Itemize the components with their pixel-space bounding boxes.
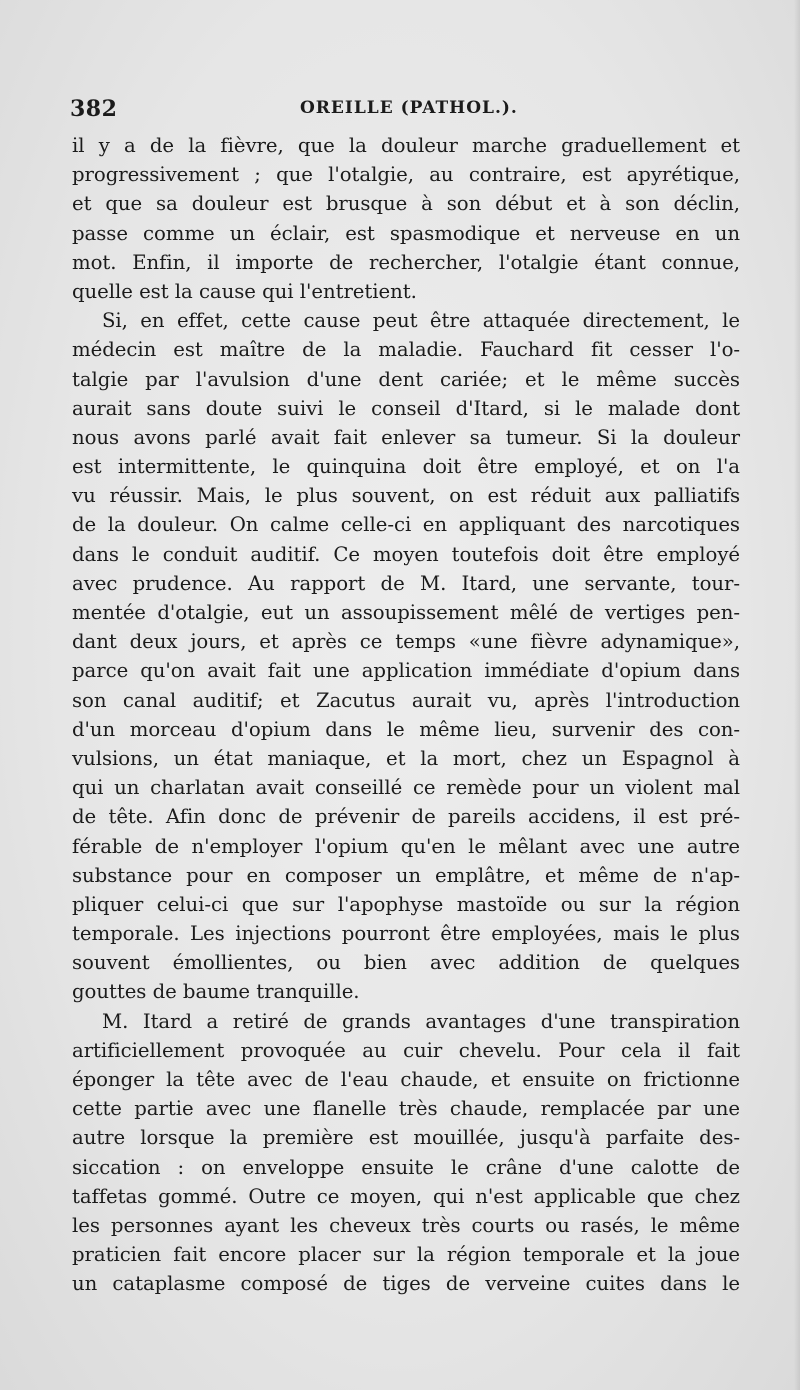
text-line: substance pour en composer un emplâtre, et même de n'ap-	[72, 863, 740, 887]
text-line: avec prudence. Au rapport de M. Itard, une servante, tour-	[72, 571, 740, 595]
text-line: talgie par l'avulsion d'une dent cariée; et le même succès	[72, 367, 740, 391]
text-line: Si, en effet, cette cause peut être attaquée directement, le	[102, 309, 740, 333]
text-line: vu réussir. Mais, le plus souvent, on est réduit aux palliatifs	[72, 484, 740, 508]
text-line: quelle est la cause qui l'entretient.	[72, 279, 417, 303]
text-line: autre lorsque la première est mouillée, jusqu'à parfaite des-	[72, 1126, 740, 1150]
text-line: cette partie avec une flanelle très chaude, remplacée par une	[72, 1097, 740, 1121]
text-line: M. Itard a retiré de grands avantages d'une transpiration	[102, 1009, 740, 1033]
text-line: temporale. Les injections pourront être employées, mais le plus	[72, 922, 740, 946]
text-line: dant deux jours, et après ce temps «une fièvre adynamique»,	[72, 630, 740, 654]
body-text	[72, 131, 740, 1299]
text-line: passe comme un éclair, est spasmodique et nerveuse en un	[72, 221, 740, 245]
text-line: aurait sans doute suivi le conseil d'Itard, si le malade dont	[72, 396, 740, 420]
text-line: artificiellement provoquée au cuir chevelu. Pour cela il fait	[72, 1038, 740, 1062]
text-line: mentée d'otalgie, eut un assoupissement mêlé de vertiges pen-	[72, 601, 740, 624]
text-line: éponger la tête avec de l'eau chaude, et ensuite on frictionne	[72, 1068, 740, 1091]
text-line: mot. Enfin, il importe de rechercher, l'otalgie étant connue,	[72, 250, 740, 274]
text-line: nous avons parlé avait fait enlever sa tumeur. Si la douleur	[72, 425, 740, 449]
text-line: il y a de la fièvre, que la douleur marche graduellement et	[72, 134, 740, 157]
text-line: taffetas gommé. Outre ce moyen, qui n'est applicable que chez	[72, 1184, 740, 1208]
running-title: OREILLE (PATHOL.).	[300, 98, 518, 118]
text-line: férable de n'employer l'opium qu'en le mêlant avec une autre	[72, 834, 740, 858]
text-line: les personnes ayant les cheveux très courts ou rasés, le même	[72, 1213, 740, 1237]
text-line: siccation : on enveloppe ensuite le crâne d'une calotte de	[72, 1155, 740, 1179]
text-line: gouttes de baume tranquille.	[72, 980, 360, 1004]
text-line: d'un morceau d'opium dans le même lieu, survenir des con-	[72, 717, 740, 741]
text-line: est intermittente, le quinquina doit être employé, et on l'a	[72, 455, 740, 479]
text-line: pliquer celui-ci que sur l'apophyse mastoïde ou sur la région	[72, 892, 740, 916]
text-line: progressivement ; que l'otalgie, au contraire, est apyrétique,	[72, 163, 740, 187]
page-header	[70, 96, 740, 126]
page-edge-shadow	[794, 0, 800, 1390]
text-line: de la douleur. On calme celle-ci en appliquant des narcotiques	[72, 513, 740, 537]
text-line: qui un charlatan avait conseillé ce remède pour un violent mal	[72, 776, 740, 800]
text-line: un cataplasme composé de tiges de verveine cuites dans le	[72, 1272, 740, 1296]
text-line: et que sa douleur est brusque à son début et à son déclin,	[72, 192, 740, 216]
text-line: son canal auditif; et Zacutus aurait vu, après l'introduction	[72, 688, 740, 712]
text-line: médecin est maître de la maladie. Fauchard fit cesser l'o-	[72, 338, 740, 362]
text-line: de tête. Afin donc de prévenir de pareils accidens, il est pré-	[72, 805, 740, 829]
text-line: praticien fait encore placer sur la région temporale et la joue	[72, 1243, 740, 1267]
page-number: 382	[70, 96, 118, 122]
text-line: parce qu'on avait fait une application immédiate d'opium dans	[72, 659, 740, 683]
text-line: dans le conduit auditif. Ce moyen toutefois doit être employé	[72, 542, 740, 566]
text-line: souvent émollientes, ou bien avec addition de quelques	[72, 951, 740, 975]
text-line: vulsions, un état maniaque, et la mort, chez un Espagnol à	[72, 746, 740, 770]
